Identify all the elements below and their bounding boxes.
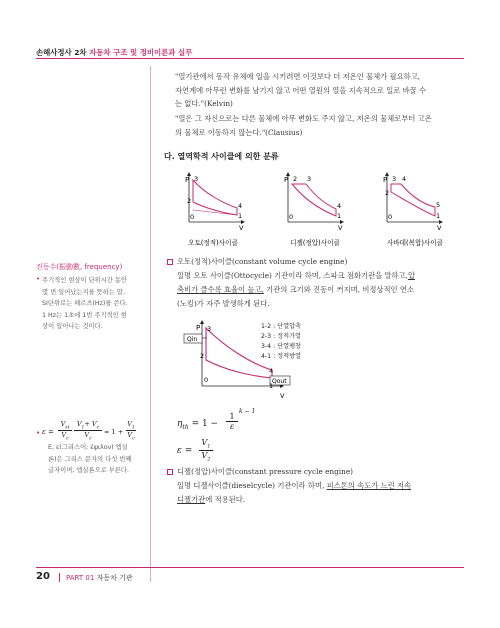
svg-text:P: P [383, 176, 388, 184]
svg-text:4: 4 [269, 367, 274, 375]
kelvin-quote: "열기관에서 동작 유체에 일을 시키려면 이것보다 더 저온인 물체가 필요하고, 자연계에 아무런 변화를 남기지 않고 어떤 열원의 열을 지속적으로 일로 바꿀 수 는 없다."(Kelvin) [175, 72, 427, 109]
svg-text:1: 1 [269, 382, 274, 390]
formula-fraction: 1 ε [226, 412, 238, 431]
sidebar-freq-text: 주기적인 현상이 단위시간 동안 몇 번 일어났는지를 뜻하는 말. SI단위로는 헤르츠(Hz)를 쓴다. 1 Hz는 1초에 1번 주기적인 현 상이 일어나는 것이다. [42, 277, 128, 331]
column-divider [150, 66, 151, 582]
svg-text:오토(정적)사이클: 오토(정적)사이클 [188, 239, 238, 247]
footer-divider [59, 573, 60, 582]
svg-text:3: 3 [194, 175, 199, 183]
svg-text:사바데(복합)사이클: 사바데(복합)사이클 [386, 239, 444, 247]
svg-text:0: 0 [204, 376, 209, 384]
sidebar-frac-3: $V_1$ $V_c$ [127, 420, 135, 442]
svg-text:디젤(정압)사이클: 디젤(정압)사이클 [290, 239, 340, 247]
svg-text:2: 2 [200, 352, 205, 360]
svg-text:P: P [185, 176, 190, 184]
diesel-line-1: 일명 디젤사이클(dieselcycle) 기관이라 하며, 피스톤의 속도가 느린 저속 [177, 481, 412, 490]
diesel-diagram [284, 174, 343, 247]
sidebar-bullet: • [36, 275, 41, 283]
otto-line-3: (노킹)가 자주 발생하게 된다. [177, 299, 270, 308]
svg-text:P: P [196, 324, 201, 332]
page-number: 20 [36, 571, 50, 582]
svg-text:2: 2 [385, 189, 390, 197]
sidebar-epsilon-text: E, ε(그리스어: έψιλον) 엡실 론)은 그리스 문자의 다섯 번째 글자이며, 엡실론으로 부른다. [48, 444, 132, 475]
svg-text:1: 1 [436, 212, 441, 220]
sidebar-epsilon-formula: ε = [42, 428, 54, 436]
svg-text:3: 3 [207, 325, 212, 333]
svg-text:4: 4 [402, 175, 407, 183]
svg-text:V: V [338, 224, 343, 232]
footer-rule [36, 567, 464, 568]
section-heading: 다. 열역학적 사이클에 의한 분류 [164, 152, 279, 161]
clausius-quote: "열은 그 자신으로는 다른 물체에 아무 변화도 주지 않고, 저온의 물체로부터 고온 의 물체로 이동하지 않는다."(Clausius) [175, 114, 432, 137]
header-subject: 자동차 구조 및 정비이론과 실무 [89, 48, 193, 57]
sidebar-eq-rest: = 1 + [104, 428, 124, 436]
otto-title: 오토(정적)사이클(constant volume cycle engine) [177, 257, 348, 266]
efficiency-formula: $\eta_{th} = 1$ − [177, 419, 219, 431]
svg-text:5: 5 [436, 201, 441, 209]
svg-text:3: 3 [392, 175, 397, 183]
sabathe-diagram [383, 174, 444, 247]
checkbox-otto-icon [167, 259, 173, 265]
formula-exponent: k − 1 [239, 408, 256, 415]
running-header [36, 47, 192, 58]
svg-text:P: P [284, 176, 289, 184]
svg-text:0: 0 [190, 213, 195, 221]
checkbox-diesel-icon [167, 469, 173, 475]
svg-text:1: 1 [337, 212, 342, 220]
diesel-title: 디젤(정압)사이클(constant pressure cycle engine) [177, 467, 353, 476]
header-rule [36, 58, 464, 59]
otto-pv-diagram [180, 318, 330, 406]
svg-text:V: V [437, 224, 442, 232]
svg-text:Qin: Qin [187, 336, 198, 343]
sidebar-bullet-2: • [36, 429, 41, 437]
svg-text:1: 1 [238, 212, 243, 220]
otto-line-2: 축비가 클수록 효율이 높고, 기관의 크기와 진동이 커지며, 비정상적인 연소 [177, 285, 414, 294]
compression-ratio-label: ε = [177, 446, 193, 456]
otto-line-1: 일명 오토 사이클(Ottocycle) 기관이라 하며, 스파크 점화기관을 말하고,압 [177, 271, 415, 280]
sidebar-frac-1: $V_{st}$ $V_c$ [58, 420, 72, 442]
cycle-diagrams [175, 170, 465, 250]
svg-text:0: 0 [289, 213, 294, 221]
diesel-line-2: 디젤기관에 적용된다. [177, 495, 246, 504]
svg-text:2: 2 [293, 175, 298, 183]
footer-title: PART 01 자동차 기관 [66, 574, 133, 582]
svg-text:V: V [280, 392, 285, 400]
svg-text:Qout: Qout [272, 378, 287, 385]
svg-text:3: 3 [307, 175, 312, 183]
header-book: 손해사정사 2차 [36, 48, 87, 57]
svg-text:4: 4 [337, 202, 342, 210]
svg-text:4: 4 [238, 202, 243, 210]
compression-ratio-fraction: $V_1$ $V_2$ [199, 438, 213, 462]
svg-text:2: 2 [187, 197, 192, 205]
otto-legend: 1-2 : 단열압축 2-3 : 정적가열 3-4 : 단열팽창 4-1 : 정적방열 [261, 323, 302, 360]
otto-diagram [185, 174, 244, 247]
svg-text:V: V [239, 224, 244, 232]
sidebar-freq-title: 진동수(振動數, frequency) [36, 263, 123, 271]
svg-text:0: 0 [388, 213, 393, 221]
sidebar-frac-2: $V_1+ V_c$ $V_c$ [74, 420, 102, 442]
